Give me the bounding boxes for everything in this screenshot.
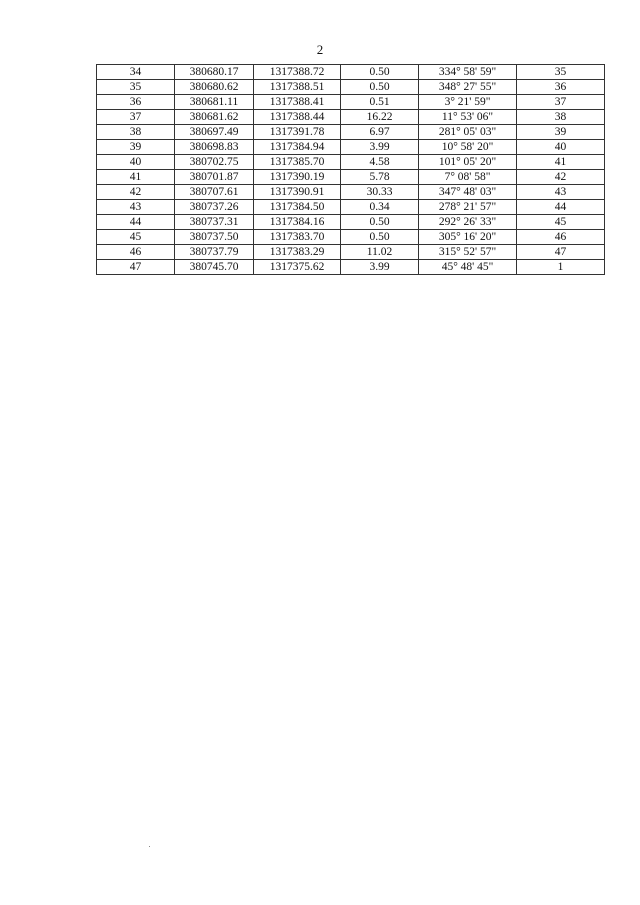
bearing-cell: 3° 21' 59" [419, 95, 517, 110]
next-point-cell: 44 [517, 200, 605, 215]
point-number-cell: 38 [97, 125, 175, 140]
x-coordinate-cell: 380701.87 [175, 170, 254, 185]
x-coordinate-cell: 380680.17 [175, 65, 254, 80]
next-point-cell: 35 [517, 65, 605, 80]
y-coordinate-cell: 1317388.72 [254, 65, 341, 80]
table-row [97, 110, 605, 125]
distance-cell: 0.50 [341, 215, 419, 230]
distance-cell: 11.02 [341, 245, 419, 260]
x-coordinate-cell: 380707.61 [175, 185, 254, 200]
table-body [97, 65, 605, 275]
point-number-cell: 42 [97, 185, 175, 200]
next-point-cell: 39 [517, 125, 605, 140]
y-coordinate-cell: 1317384.50 [254, 200, 341, 215]
x-coordinate-cell: 380737.50 [175, 230, 254, 245]
page-number: 2 [316, 42, 324, 57]
y-coordinate-cell: 1317385.70 [254, 155, 341, 170]
next-point-cell: 46 [517, 230, 605, 245]
distance-cell: 16.22 [341, 110, 419, 125]
distance-cell: 4.58 [341, 155, 419, 170]
next-point-cell: 38 [517, 110, 605, 125]
bearing-cell: 292° 26' 33" [419, 215, 517, 230]
x-coordinate-cell: 380681.62 [175, 110, 254, 125]
bearing-cell: 347° 48' 03" [419, 185, 517, 200]
x-coordinate-cell: 380680.62 [175, 80, 254, 95]
distance-cell: 3.99 [341, 140, 419, 155]
point-number-cell: 46 [97, 245, 175, 260]
table-row [97, 200, 605, 215]
bearing-cell: 11° 53' 06" [419, 110, 517, 125]
table-row [97, 215, 605, 230]
y-coordinate-cell: 1317388.41 [254, 95, 341, 110]
point-number-cell: 43 [97, 200, 175, 215]
point-number-cell: 34 [97, 65, 175, 80]
bearing-cell: 278° 21' 57" [419, 200, 517, 215]
point-number-cell: 35 [97, 80, 175, 95]
table-row [97, 230, 605, 245]
next-point-cell: 37 [517, 95, 605, 110]
point-number-cell: 37 [97, 110, 175, 125]
point-number-cell: 44 [97, 215, 175, 230]
y-coordinate-cell: 1317388.44 [254, 110, 341, 125]
bearing-cell: 315° 52' 57" [419, 245, 517, 260]
y-coordinate-cell: 1317383.70 [254, 230, 341, 245]
bearing-cell: 305° 16' 20" [419, 230, 517, 245]
stray-dot [149, 846, 150, 847]
distance-cell: 0.50 [341, 230, 419, 245]
distance-cell: 0.34 [341, 200, 419, 215]
table-row [97, 140, 605, 155]
x-coordinate-cell: 380745.70 [175, 260, 254, 275]
bearing-cell: 7° 08' 58" [419, 170, 517, 185]
y-coordinate-cell: 1317390.91 [254, 185, 341, 200]
next-point-cell: 41 [517, 155, 605, 170]
distance-cell: 0.50 [341, 80, 419, 95]
table-row [97, 245, 605, 260]
next-point-cell: 1 [517, 260, 605, 275]
y-coordinate-cell: 1317375.62 [254, 260, 341, 275]
x-coordinate-cell: 380702.75 [175, 155, 254, 170]
bearing-cell: 45° 48' 45" [419, 260, 517, 275]
bearing-cell: 101° 05' 20" [419, 155, 517, 170]
next-point-cell: 43 [517, 185, 605, 200]
next-point-cell: 42 [517, 170, 605, 185]
distance-cell: 0.50 [341, 65, 419, 80]
table-row [97, 65, 605, 80]
distance-cell: 6.97 [341, 125, 419, 140]
distance-cell: 5.78 [341, 170, 419, 185]
point-number-cell: 40 [97, 155, 175, 170]
next-point-cell: 40 [517, 140, 605, 155]
table-row [97, 185, 605, 200]
y-coordinate-cell: 1317383.29 [254, 245, 341, 260]
table-row [97, 260, 605, 275]
point-number-cell: 39 [97, 140, 175, 155]
bearing-cell: 348° 27' 55" [419, 80, 517, 95]
table-row [97, 125, 605, 140]
point-number-cell: 45 [97, 230, 175, 245]
coordinates-table [96, 64, 605, 275]
y-coordinate-cell: 1317391.78 [254, 125, 341, 140]
y-coordinate-cell: 1317384.94 [254, 140, 341, 155]
x-coordinate-cell: 380737.26 [175, 200, 254, 215]
next-point-cell: 36 [517, 80, 605, 95]
y-coordinate-cell: 1317384.16 [254, 215, 341, 230]
next-point-cell: 47 [517, 245, 605, 260]
x-coordinate-cell: 380737.79 [175, 245, 254, 260]
y-coordinate-cell: 1317390.19 [254, 170, 341, 185]
next-point-cell: 45 [517, 215, 605, 230]
point-number-cell: 47 [97, 260, 175, 275]
bearing-cell: 10° 58' 20" [419, 140, 517, 155]
table-row [97, 170, 605, 185]
x-coordinate-cell: 380737.31 [175, 215, 254, 230]
point-number-cell: 36 [97, 95, 175, 110]
bearing-cell: 334° 58' 59" [419, 65, 517, 80]
table-row [97, 95, 605, 110]
x-coordinate-cell: 380681.11 [175, 95, 254, 110]
distance-cell: 3.99 [341, 260, 419, 275]
point-number-cell: 41 [97, 170, 175, 185]
y-coordinate-cell: 1317388.51 [254, 80, 341, 95]
table-row [97, 155, 605, 170]
distance-cell: 0.51 [341, 95, 419, 110]
distance-cell: 30.33 [341, 185, 419, 200]
bearing-cell: 281° 05' 03" [419, 125, 517, 140]
x-coordinate-cell: 380697.49 [175, 125, 254, 140]
x-coordinate-cell: 380698.83 [175, 140, 254, 155]
table-row [97, 80, 605, 95]
